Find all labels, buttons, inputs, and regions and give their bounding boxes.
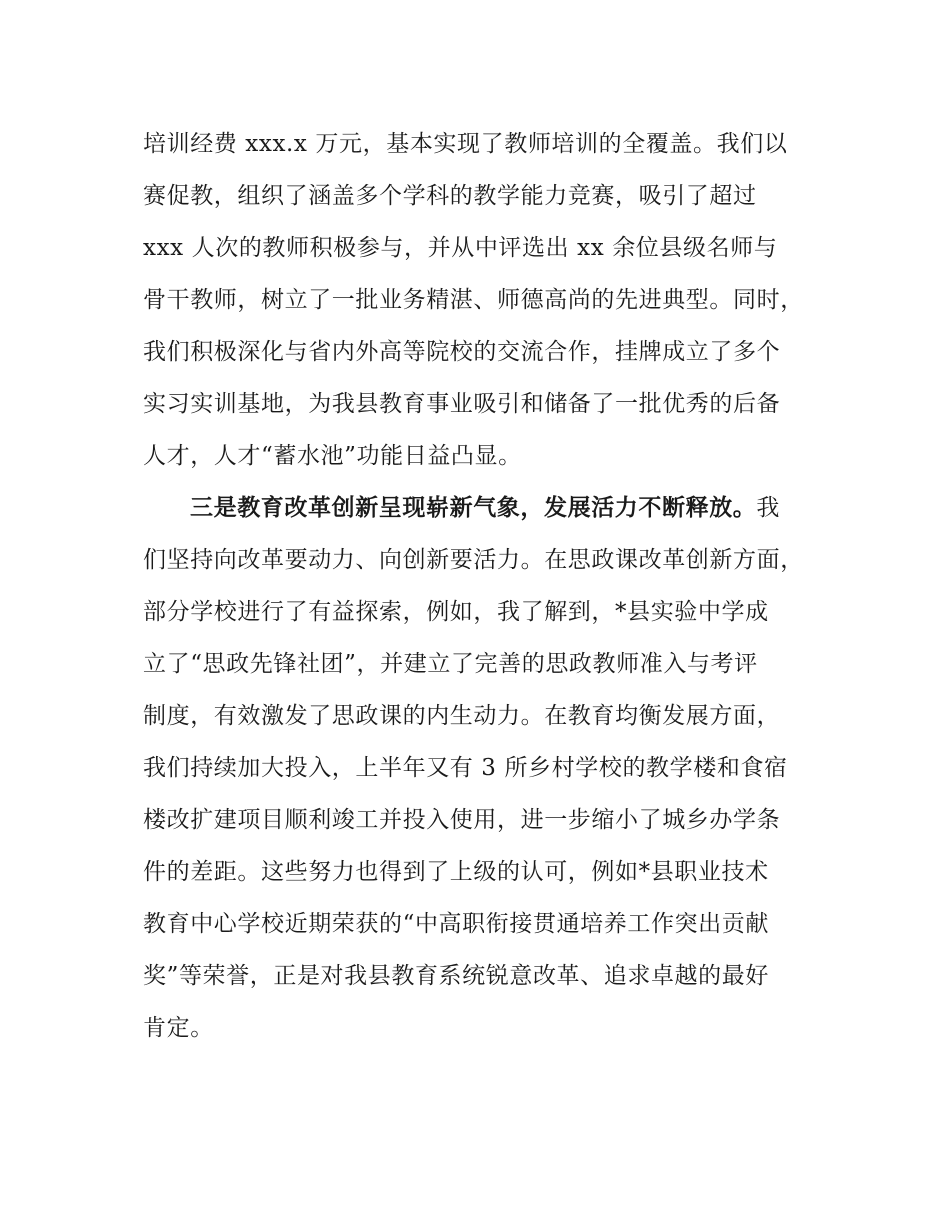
text-line: 我们持续加大投入，上半年又有 3 所乡村学校的教学楼和食宿 [143,755,788,781]
text-line: 立了“思政先锋社团”，并建立了完善的思政教师准入与考评 [143,651,758,677]
text-line: 赛促教，组织了涵盖多个学科的教学能力竞赛，吸引了超过 [143,183,757,209]
text-line: 部分学校进行了有益探索，例如，我了解到，*县实验中学成 [143,599,769,625]
heading-continuation: 我 [756,495,781,521]
text-line: 奖”等荣誉，正是对我县教育系统锐意改革、追求卓越的最好 [143,963,769,989]
text-line: xxx 人次的教师积极参与，并从中评选出 xx 余位县级名师与 [143,235,778,261]
text-line: 我们积极深化与省内外高等院校的交流合作，挂牌成立了多个 [143,339,781,365]
text-line: 实习实训基地，为我县教育事业吸引和储备了一批优秀的后备 [143,391,781,417]
text-line: 人才，人才“蓄水池”功能日益凸显。 [143,443,522,469]
text-line: 培训经费 xxx.x 万元，基本实现了教师培训的全覆盖。我们以 [143,131,788,157]
text-line: 制度，有效激发了思政课的内生动力。在教育均衡发展方面， [143,703,781,729]
text-line: 们坚持向改革要动力、向创新要活力。在思政课改革创新方面， [143,547,804,573]
text-line: 骨干教师，树立了一批业务精湛、师德高尚的先进典型。同时， [143,287,804,313]
text-line: 教育中心学校近期荣获的“中高职衔接贯通培养工作突出贡献 [143,911,769,937]
paragraph-heading: 三是教育改革创新呈现崭新气象，发展活力不断释放。 [190,495,757,521]
text-line: 楼改扩建项目顺利竣工并投入使用，进一步缩小了城乡办学条 [143,807,781,833]
text-line: 肯定。 [143,1015,214,1041]
paragraph-first-line [190,488,780,528]
text-line: 件的差距。这些努力也得到了上级的认可，例如*县职业技术 [143,859,769,885]
